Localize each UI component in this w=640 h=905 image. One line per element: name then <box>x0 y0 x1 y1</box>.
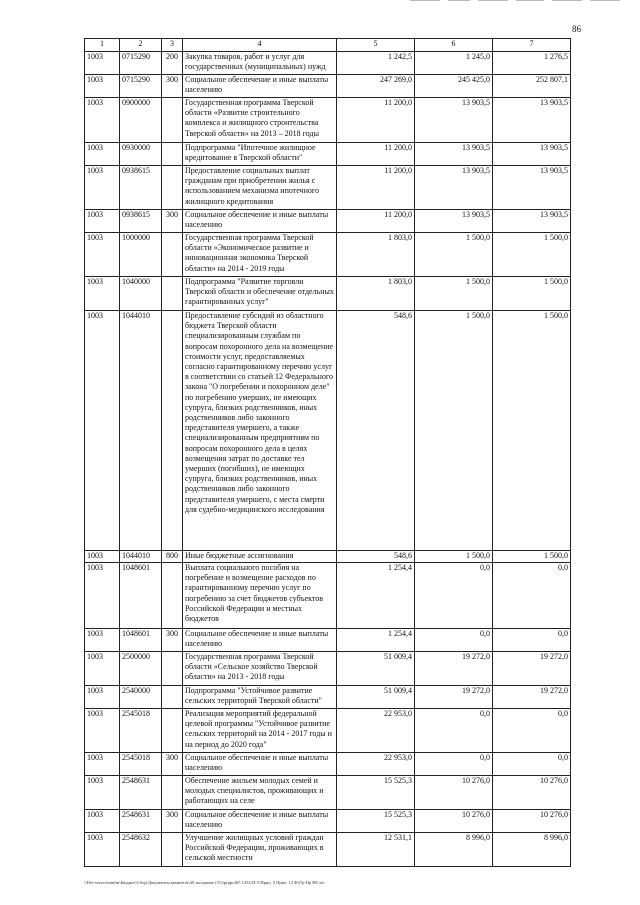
item-name: Подпрограмма "Развитие торговли Тверской области и обеспечение отдельных гарантированных услуг" <box>183 277 337 311</box>
item-name: Государственная программа Тверской области «Экономическое развитие и инновационная экономика Тверской области» на 2014 - 2019 годы <box>183 233 337 277</box>
expense-type-code: 300 <box>162 753 183 776</box>
target-article-code: 1040000 <box>120 277 162 311</box>
amount-year-3: 252 807,1 <box>493 75 571 98</box>
expense-type-code: 300 <box>162 75 183 98</box>
item-name: Иные бюджетные ассигнования <box>183 551 337 563</box>
target-article-code: 1044010 <box>120 551 162 563</box>
table-row <box>85 277 571 311</box>
expense-type-code: 300 <box>162 629 183 652</box>
amount-year-2: 0,0 <box>415 753 493 776</box>
target-article-code: 0715290 <box>120 75 162 98</box>
section-code: 1003 <box>85 833 120 867</box>
expense-type-code <box>162 833 183 867</box>
expense-type-code: 300 <box>162 810 183 833</box>
top-edge-line <box>590 0 620 1</box>
table-row <box>85 810 571 833</box>
section-code: 1003 <box>85 52 120 75</box>
table-row <box>85 652 571 686</box>
top-edge-line <box>552 0 582 1</box>
target-article-code: 1000000 <box>120 233 162 277</box>
target-article-code: 0938615 <box>120 166 162 210</box>
expense-type-code <box>162 311 183 551</box>
item-name: Подпрограмма "Ипотечное жилищное кредитование в Тверской области" <box>183 143 337 166</box>
section-code: 1003 <box>85 143 120 166</box>
item-name: Государственная программа Тверской области «Развитие строительного комплекса и жилищного строительства Тверской области» на 2013 – 2018 годы <box>183 98 337 143</box>
amount-year-2: 245 425,0 <box>415 75 493 98</box>
target-article-code: 0715290 <box>120 52 162 75</box>
table-row <box>85 75 571 98</box>
amount-year-1: 1 254,4 <box>337 563 415 629</box>
table-row <box>85 233 571 277</box>
amount-year-1: 247 269,0 <box>337 75 415 98</box>
target-article-code: 0900000 <box>120 98 162 143</box>
section-code: 1003 <box>85 166 120 210</box>
amount-year-1: 548,6 <box>337 311 415 551</box>
expense-type-code <box>162 98 183 143</box>
amount-year-3: 19 272,0 <box>493 652 571 686</box>
item-name: Закупка товаров, работ и услуг для государственных (муниципальных) нужд <box>183 52 337 75</box>
expense-type-code: 300 <box>162 210 183 233</box>
table-row <box>85 709 571 753</box>
section-code: 1003 <box>85 277 120 311</box>
section-code: 1003 <box>85 686 120 709</box>
target-article-code: 2545018 <box>120 709 162 753</box>
amount-year-1: 11 200,0 <box>337 143 415 166</box>
column-header-6: 6 <box>415 39 493 52</box>
amount-year-3: 10 276,0 <box>493 776 571 810</box>
amount-year-3: 1 500,0 <box>493 233 571 277</box>
amount-year-1: 22 953,0 <box>337 709 415 753</box>
amount-year-3: 13 903,5 <box>493 98 571 143</box>
table-row <box>85 52 571 75</box>
amount-year-2: 13 903,5 <box>415 143 493 166</box>
table-row <box>85 753 571 776</box>
target-article-code: 0930000 <box>120 143 162 166</box>
amount-year-3: 13 903,5 <box>493 210 571 233</box>
amount-year-2: 1 245,0 <box>415 52 493 75</box>
amount-year-1: 1 254,4 <box>337 629 415 652</box>
amount-year-1: 51 009,4 <box>337 686 415 709</box>
item-name: Выплата социального пособия на погребение и возмещение расходов по гарантированному перечню услуг по погребению за счет бюджетов субъектов Российской Федерации и местных бюджетов <box>183 563 337 629</box>
table-body <box>85 52 571 867</box>
column-header-1: 1 <box>85 39 120 52</box>
expense-type-code: 200 <box>162 52 183 75</box>
amount-year-2: 19 272,0 <box>415 652 493 686</box>
column-header-3: 3 <box>162 39 183 52</box>
amount-year-2: 1 500,0 <box>415 551 493 563</box>
table-row <box>85 143 571 166</box>
item-name: Социальное обеспечение и иные выплаты населению <box>183 75 337 98</box>
amount-year-2: 13 903,5 <box>415 210 493 233</box>
amount-year-3: 1 500,0 <box>493 311 571 551</box>
amount-year-1: 1 803,0 <box>337 277 415 311</box>
amount-year-2: 10 276,0 <box>415 776 493 810</box>
item-name: Улучшение жилищных условий граждан Российской Федерации, проживающих в сельской местности <box>183 833 337 867</box>
section-code: 1003 <box>85 563 120 629</box>
amount-year-3: 0,0 <box>493 753 571 776</box>
amount-year-3: 0,0 <box>493 629 571 652</box>
table-row <box>85 629 571 652</box>
item-name: Социальное обеспечение и иные выплаты населению <box>183 810 337 833</box>
target-article-code: 0938615 <box>120 210 162 233</box>
amount-year-1: 1 242,5 <box>337 52 415 75</box>
amount-year-2: 13 903,5 <box>415 98 493 143</box>
expense-type-code <box>162 143 183 166</box>
page-number: 86 <box>572 24 581 34</box>
amount-year-3: 8 996,0 <box>493 833 571 867</box>
section-code: 1003 <box>85 629 120 652</box>
budget-table <box>84 38 571 867</box>
file-path-note: \\File-server\minfin\Бюджет\Сбор\Документы комитета\49 заседание (31)\р(про)05 1252-П-5\Прил. 5 Прил. 12 Ф37р Пр ВЕ.xls <box>84 880 325 885</box>
amount-year-3: 19 272,0 <box>493 686 571 709</box>
item-name: Подпрограмма "Устойчивое развитие сельских территорий Тверской области" <box>183 686 337 709</box>
column-header-2: 2 <box>120 39 162 52</box>
table-row <box>85 776 571 810</box>
table-row <box>85 98 571 143</box>
target-article-code: 2548632 <box>120 833 162 867</box>
expense-type-code <box>162 166 183 210</box>
item-name: Обеспечение жильем молодых семей и молодых специалистов, проживающих и работающих на селе <box>183 776 337 810</box>
section-code: 1003 <box>85 776 120 810</box>
item-name: Социальное обеспечение и иные выплаты населению <box>183 629 337 652</box>
table-row <box>85 686 571 709</box>
section-code: 1003 <box>85 810 120 833</box>
item-name: Предоставление социальных выплат гражданам при приобретении жилья с использованием механизма ипотечного жилищного кредитования <box>183 166 337 210</box>
item-name: Реализация мероприятий федеральной целевой программы "Устойчивое развитие сельских территорий на 2014 - 2017 годы и на период до 2020 года" <box>183 709 337 753</box>
amount-year-2: 19 272,0 <box>415 686 493 709</box>
expense-type-code <box>162 563 183 629</box>
target-article-code: 2548631 <box>120 810 162 833</box>
table-row <box>85 210 571 233</box>
top-edge-line <box>448 0 470 1</box>
amount-year-1: 15 525,3 <box>337 776 415 810</box>
expense-type-code <box>162 709 183 753</box>
target-article-code: 1044010 <box>120 311 162 551</box>
target-article-code: 2545018 <box>120 753 162 776</box>
amount-year-3: 1 500,0 <box>493 551 571 563</box>
amount-year-1: 51 009,4 <box>337 652 415 686</box>
target-article-code: 2548631 <box>120 776 162 810</box>
amount-year-3: 13 903,5 <box>493 143 571 166</box>
table-row <box>85 833 571 867</box>
column-header-4: 4 <box>183 39 337 52</box>
expense-type-code <box>162 233 183 277</box>
amount-year-2: 8 996,0 <box>415 833 493 867</box>
amount-year-1: 11 200,0 <box>337 166 415 210</box>
expense-type-code: 800 <box>162 551 183 563</box>
section-code: 1003 <box>85 753 120 776</box>
amount-year-1: 548,6 <box>337 551 415 563</box>
amount-year-2: 0,0 <box>415 709 493 753</box>
target-article-code: 2540000 <box>120 686 162 709</box>
amount-year-1: 11 200,0 <box>337 98 415 143</box>
table-row <box>85 166 571 210</box>
target-article-code: 1048601 <box>120 563 162 629</box>
amount-year-2: 13 903,5 <box>415 166 493 210</box>
amount-year-2: 0,0 <box>415 629 493 652</box>
top-edge-line <box>478 0 508 1</box>
expense-type-code <box>162 277 183 311</box>
amount-year-1: 22 953,0 <box>337 753 415 776</box>
item-name: Государственная программа Тверской области «Сельское хозяйство Тверской области» на 2013 - 2018 годы <box>183 652 337 686</box>
column-header-5: 5 <box>337 39 415 52</box>
amount-year-3: 10 276,0 <box>493 810 571 833</box>
section-code: 1003 <box>85 75 120 98</box>
amount-year-1: 12 531,1 <box>337 833 415 867</box>
column-header-7: 7 <box>493 39 571 52</box>
amount-year-2: 1 500,0 <box>415 277 493 311</box>
section-code: 1003 <box>85 709 120 753</box>
item-name: Социальное обеспечение и иные выплаты населению <box>183 753 337 776</box>
section-code: 1003 <box>85 311 120 551</box>
top-edge-line <box>410 0 440 1</box>
expense-type-code <box>162 652 183 686</box>
item-name: Предоставление субсидий из областного бюджета Тверской области специализированным службам по вопросам похоронного дела на возмещение стоимости услуг, предоставляемых согласно гарантированному перечню услуг в соответствии со статьей 12 Федерального закона "О погребении и похоронном деле" по погребению умерших, не имеющих супруга, близких родственников, иных родственников либо законного представителя умершего, а также специализированным предприятиям по вопросам похоронного дела в целях возмещения затрат по доставке тел умерших (погибших), не имеющих супруга, близких родственников, иных родственников либо законного представителя умершего, с места смерти для судебно-медицинского исследования <box>183 311 337 551</box>
amount-year-2: 10 276,0 <box>415 810 493 833</box>
amount-year-3: 13 903,5 <box>493 166 571 210</box>
section-code: 1003 <box>85 233 120 277</box>
target-article-code: 1048601 <box>120 629 162 652</box>
amount-year-2: 0,0 <box>415 563 493 629</box>
amount-year-1: 1 803,0 <box>337 233 415 277</box>
table-row <box>85 311 571 551</box>
section-code: 1003 <box>85 551 120 563</box>
amount-year-1: 11 200,0 <box>337 210 415 233</box>
amount-year-1: 15 525,3 <box>337 810 415 833</box>
section-code: 1003 <box>85 210 120 233</box>
item-name: Социальное обеспечение и иные выплаты населению <box>183 210 337 233</box>
amount-year-3: 0,0 <box>493 563 571 629</box>
amount-year-3: 1 500,0 <box>493 277 571 311</box>
section-code: 1003 <box>85 98 120 143</box>
expense-type-code <box>162 776 183 810</box>
header-row <box>85 39 571 52</box>
section-code: 1003 <box>85 652 120 686</box>
target-article-code: 2500000 <box>120 652 162 686</box>
table-row <box>85 551 571 563</box>
amount-year-2: 1 500,0 <box>415 233 493 277</box>
table-row <box>85 563 571 629</box>
expense-type-code <box>162 686 183 709</box>
amount-year-3: 1 276,5 <box>493 52 571 75</box>
amount-year-3: 0,0 <box>493 709 571 753</box>
amount-year-2: 1 500,0 <box>415 311 493 551</box>
top-edge-line <box>516 0 544 1</box>
